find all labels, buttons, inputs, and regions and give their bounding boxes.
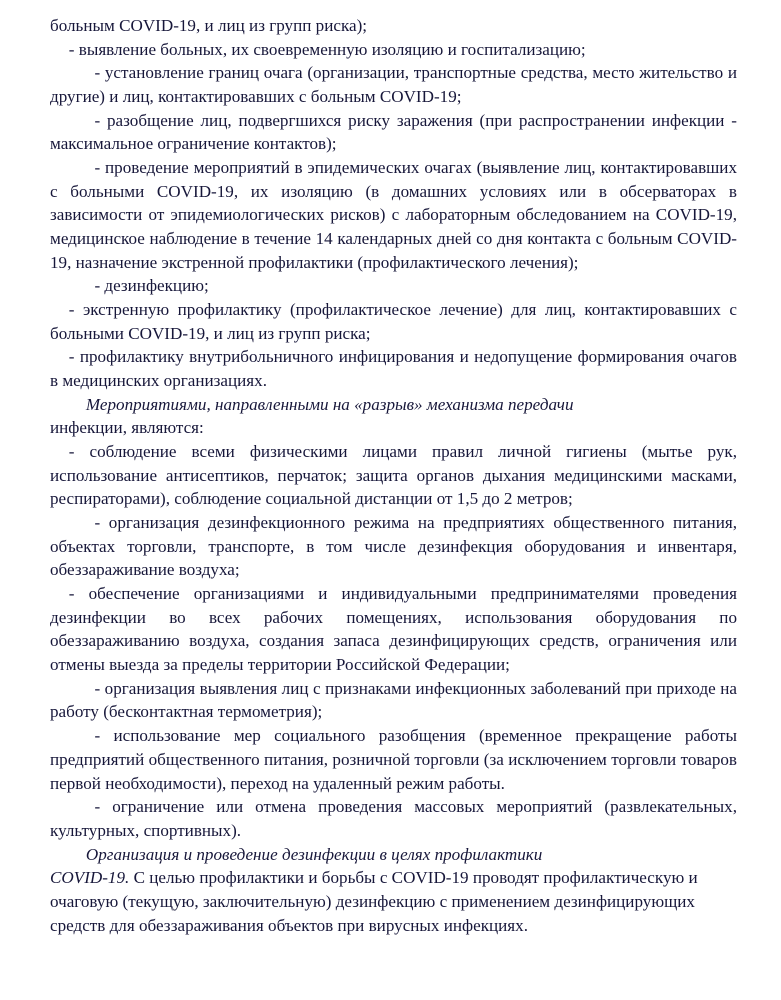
list-item: - организация выявления лиц с признаками инфекционных заболеваний при приходе на работу (бесконтактная термометрия);: [50, 678, 737, 722]
document-body: [50, 14, 737, 937]
list-item: - соблюдение всеми физическими лицами правил личной гигиены (мытье рук, использование антисептиков, перчаток; защита органов дыхания медицинскими масками, респираторами), соблюдение социальной дистанции от 1,5 до 2 метров;: [50, 442, 737, 509]
list-item: - использование мер социального разобщения (временное прекращение работы предприятий общественного питания, розничной торговли (за исключением торговли товаров первой необходимости), переход на удаленный режим работы.: [50, 726, 737, 793]
list-item: - установление границ очага (организации, транспортные средства, место жительство и другие) и лиц, контактировавших с больным COVID-19;: [50, 63, 737, 107]
list-item: - дезинфекцию;: [94, 276, 209, 296]
list-item: - обеспечение организациями и индивидуальными предпринимателями проведения дезинфекции во всех рабочих помещениях, использования оборудования по обеззараживанию воздуха, создания запаса дезинфицирующих средств, ограничения или отмены выезда за пределы территории Российской Федерации;: [50, 584, 737, 675]
section-label-covid: COVID-19.: [50, 868, 130, 888]
section-heading-continuation: инфекции, являются:: [50, 418, 204, 438]
list-item: - выявление больных, их своевременную изоляцию и госпитализацию;: [68, 39, 586, 59]
paragraph-continuation: больным COVID-19, и лиц из групп риска);: [50, 16, 368, 35]
section-heading-disinfection: Организация и проведение дезинфекции в целях профилактики: [85, 844, 543, 864]
list-item: - организация дезинфекционного режима на предприятиях общественного питания, объектах торговли, транспорте, в том числе дезинфекция оборудования и инвентаря, обеззараживание воздуха;: [50, 513, 737, 580]
list-item: - проведение мероприятий в эпидемических очагах (выявление лиц, контактировавших с больными COVID-19, их изоляцию (в домашних условиях или в обсерваторах в зависимости от эпидемиологических рисков) с лабораторным обследованием на COVID-19, медицинское наблюдение в течение 14 календарных дней со дня контакта с больным COVID-19, назначение экстренной профилактики (профилактического лечения);: [50, 158, 737, 272]
section-heading-transmission: Мероприятиями, направленными на «разрыв» механизма передачи: [85, 394, 574, 414]
section-body-text: С целью профилактики и борьбы с COVID-19 проводят профилактическую и очаговую (текущую, заключительную) дезинфекцию с применением дезинфицирующих средств для обеззараживания объектов при вирусных инфекциях.: [50, 868, 698, 935]
list-item: - профилактику внутрибольничного инфицирования и недопущение формирования очагов в медицинских организациях.: [50, 347, 737, 391]
list-item: - экстренную профилактику (профилактическое лечение) для лиц, контактировавших с больными COVID-19, и лиц из групп риска;: [50, 300, 737, 343]
section-body-disinfection: [50, 866, 737, 937]
list-item: - разобщение лиц, подвергшихся риску заражения (при распространении инфекции - максимальное ограничение контактов);: [50, 110, 737, 154]
list-item: - ограничение или отмена проведения массовых мероприятий (развлекательных, культурных, спортивных).: [50, 797, 737, 840]
